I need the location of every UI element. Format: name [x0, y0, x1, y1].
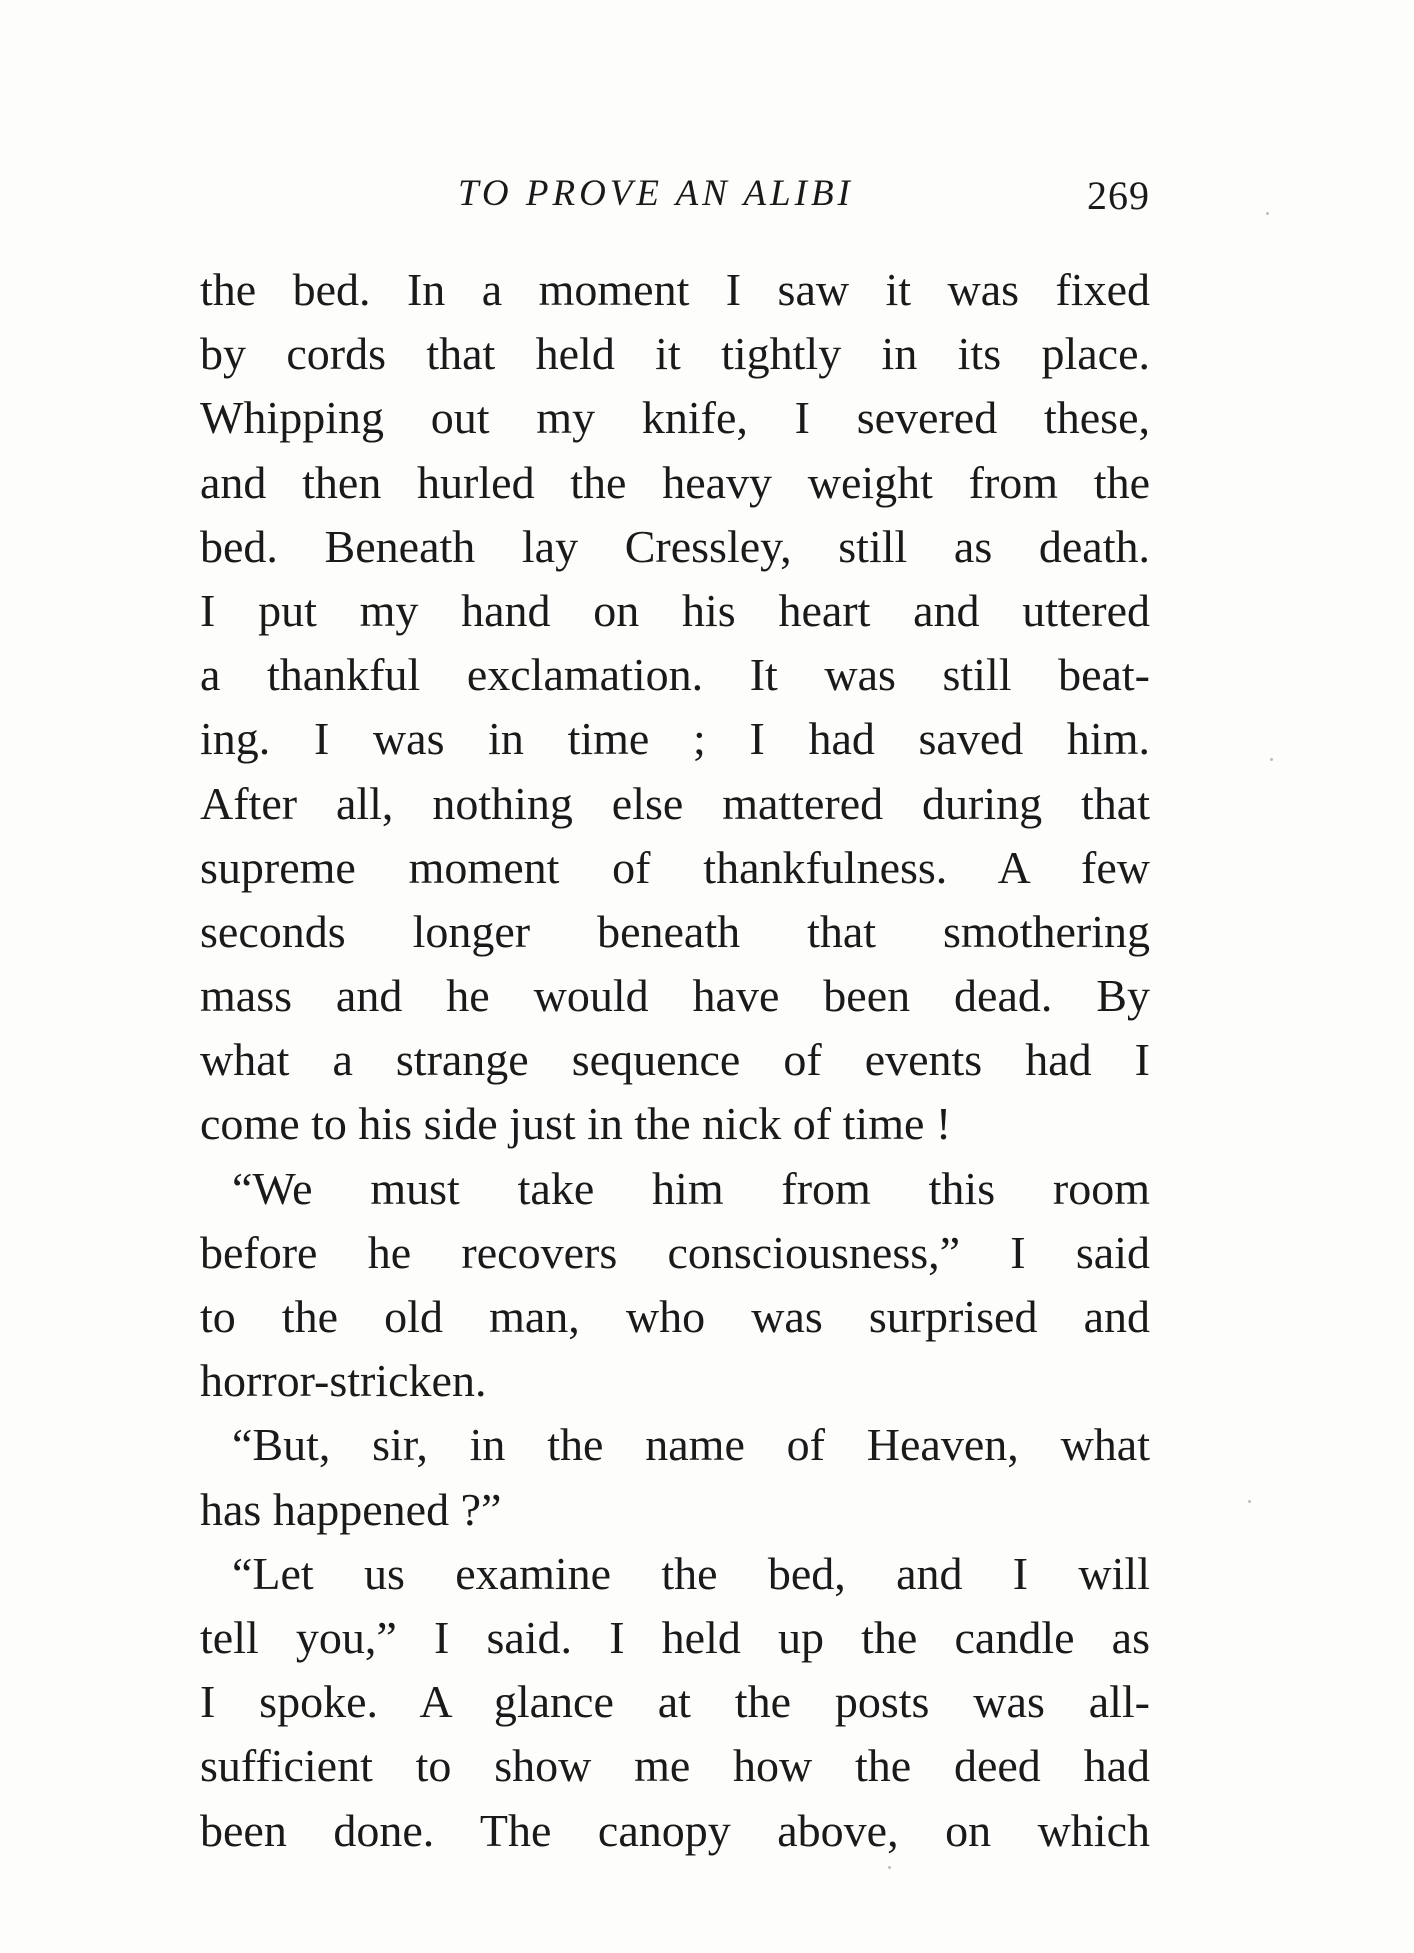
- text-line: tell you,” I said. I held up the candle as: [200, 1611, 1150, 1663]
- text-line: ing. I was in time ; I had saved him.: [200, 713, 1150, 765]
- running-title: TO PROVE AN ALIBI: [458, 173, 854, 214]
- text-line: mass and he would have been dead. By: [200, 970, 1150, 1022]
- text-line: supreme moment of thankfulness. A few: [200, 841, 1150, 893]
- text-line: by cords that held it tightly in its place.: [200, 328, 1150, 380]
- text-line: and then hurled the heavy weight from the: [200, 456, 1150, 508]
- paper-speck: [1270, 758, 1273, 761]
- text-line: I put my hand on his heart and uttered: [200, 584, 1150, 636]
- text-line: bed. Beneath lay Cressley, still as death.: [200, 520, 1150, 572]
- text-line: what a strange sequence of events had I: [200, 1034, 1150, 1086]
- text-line: sufficient to show me how the deed had: [200, 1740, 1150, 1792]
- paper-speck: [888, 1866, 891, 1869]
- text-line: I spoke. A glance at the posts was all-: [200, 1676, 1150, 1728]
- text-line: “But, sir, in the name of Heaven, what: [232, 1419, 1150, 1471]
- text-line: horror-stricken.: [200, 1355, 487, 1407]
- text-line: before he recovers consciousness,” I said: [200, 1226, 1150, 1278]
- text-line: the bed. In a moment I saw it was fixed: [200, 264, 1150, 315]
- text-line: Whipping out my knife, I severed these,: [200, 392, 1150, 444]
- text-line: been done. The canopy above, on which: [200, 1804, 1150, 1856]
- paper-speck: [1248, 1500, 1251, 1503]
- paper-speck: [1266, 212, 1269, 215]
- text-line: “Let us examine the bed, and I will: [232, 1547, 1150, 1599]
- text-line: After all, nothing else mattered during that: [200, 777, 1150, 829]
- text-line: has happened ?”: [200, 1483, 502, 1535]
- body-text: [200, 258, 1150, 1863]
- text-line: to the old man, who was surprised and: [200, 1291, 1150, 1342]
- text-line: “We must take him from this room: [232, 1162, 1150, 1214]
- text-line: a thankful exclamation. It was still beat-: [200, 649, 1150, 701]
- text-line: come to his side just in the nick of time !: [200, 1098, 952, 1150]
- text-line: seconds longer beneath that smothering: [200, 905, 1150, 957]
- page-number: 269: [1087, 173, 1150, 218]
- running-head: [200, 172, 1150, 222]
